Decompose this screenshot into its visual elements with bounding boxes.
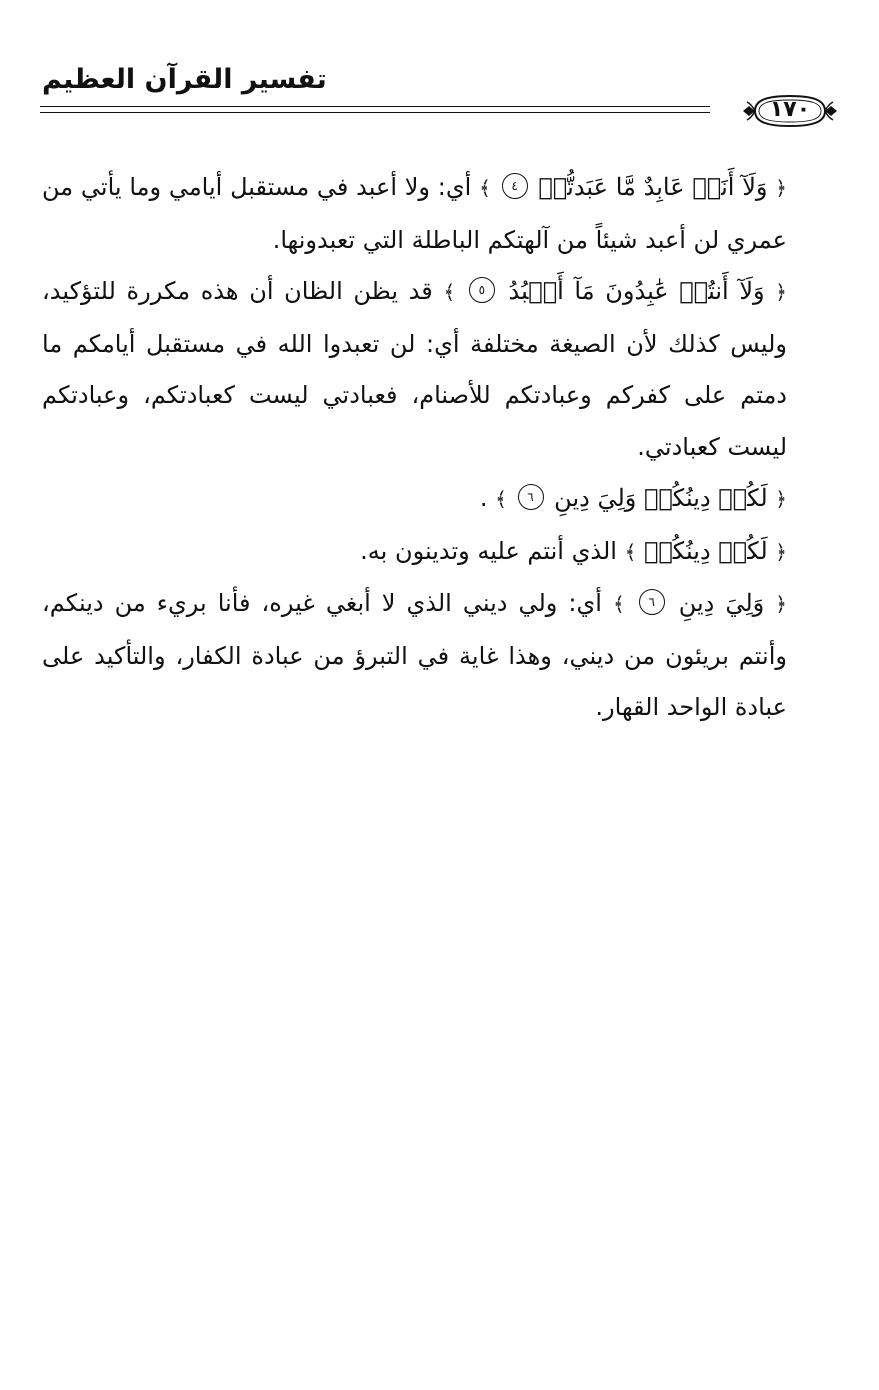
ornate-bracket-close: ﴾ <box>495 487 507 511</box>
commentary-text: الذي أنتم عليه وتدينون به. <box>360 536 617 565</box>
page-number: ١٧٠ <box>769 97 811 122</box>
commentary-text: أي: ولي ديني الذي لا أبغي غيره، فأنا بريء من دينكم، وأنتم بريئون من ديني، وهذا غاية في التبرؤ من عبادة الكفار، والتأكيد على عبادة الواحد القهار. <box>42 589 787 721</box>
ayah-number-marker: ٤ <box>502 173 528 199</box>
ornate-bracket-open: ﴿ <box>775 539 787 564</box>
paragraph-verse-6-part1 <box>42 526 787 579</box>
ornate-bracket-close: ﴾ <box>624 539 637 564</box>
paragraph-verse-6-part2 <box>42 578 787 734</box>
running-title: تفسير القرآن العظيم <box>42 64 327 95</box>
paragraph-verse-4 <box>42 162 787 266</box>
ornate-bracket-open: ﴿ <box>775 487 787 511</box>
ornate-bracket-close: ﴾ <box>479 176 491 200</box>
page-number-frame <box>741 92 839 130</box>
ayah-number-marker: ٦ <box>639 589 665 615</box>
commentary-text: قد يظن الظان أن هذه مكررة للتؤكيد، وليس كذلك لأن الصيغة مختلفة أي: لن تعبدوا الله في مستقبل أيامكم ما دمتم على كفركم وعبادتكم للأصنام، فعبادتي ليست كعبادتكم، وعبادتكم ليست كعبادتي. <box>42 277 787 461</box>
quran-verse: لَكُمۡ دِينُكُمۡ وَلِيَ دِينِ <box>554 484 768 512</box>
header-rule-thin <box>40 112 710 113</box>
commentary-text: أي: ولا أعبد في مستقبل أيامي وما يأتي من عمري لن أعبد شيئاً من آلهتكم الباطلة التي تعبدونها. <box>42 173 787 254</box>
ornate-bracket-close: ﴾ <box>612 592 625 616</box>
ornate-bracket-open: ﴿ <box>775 592 787 616</box>
quran-verse: لَكُمۡ دِينُكُمۡ <box>643 536 768 565</box>
body-text <box>42 162 787 734</box>
ornate-bracket-open: ﴿ <box>775 280 787 304</box>
header-rule-thick <box>40 106 710 107</box>
ayah-number-marker: ٥ <box>469 277 495 303</box>
commentary-text: . <box>479 484 488 512</box>
quran-verse: وَلَآ أَنَا۠ عَابِدٌ مَّا عَبَدتُّمۡ <box>538 173 768 201</box>
page-header <box>40 62 839 132</box>
paragraph-verse-5 <box>42 266 787 473</box>
paragraph-verse-6-full <box>42 473 787 526</box>
ayah-number-marker: ٦ <box>518 484 544 510</box>
ornate-bracket-open: ﴿ <box>775 176 787 200</box>
ornate-bracket-close: ﴾ <box>443 280 456 304</box>
quran-verse: وَلَآ أَنتُمۡ عَٰبِدُونَ مَآ أَعۡبُدُ <box>508 277 765 305</box>
quran-verse: وَلِيَ دِينِ <box>678 589 765 617</box>
